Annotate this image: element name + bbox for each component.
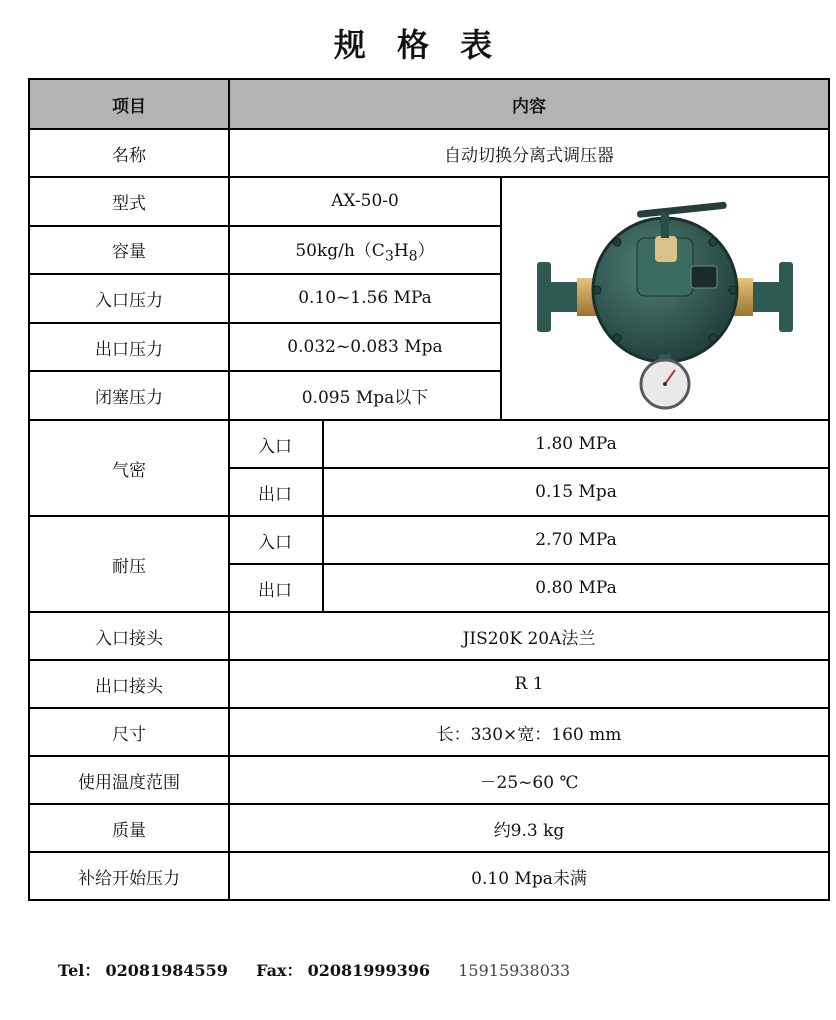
withstand-outlet-value: 0.80 MPa [323, 564, 829, 612]
row-label-size: 尺寸 [29, 708, 229, 756]
tel-label: Tel： [58, 961, 101, 980]
row-value-mass: 约9.3 kg [229, 804, 829, 852]
table-row [29, 804, 829, 852]
row-value-model: AX-50-0 [229, 177, 501, 226]
row-label-temp-range: 使用温度范围 [29, 756, 229, 804]
table-row [29, 852, 829, 900]
table-header-row [29, 79, 829, 129]
left-flange [537, 262, 551, 332]
row-value-outlet-joint: R 1 [229, 660, 829, 708]
airtight-outlet-label: 出口 [229, 468, 323, 516]
row-value-size: 长：330×宽：160 mm [229, 708, 829, 756]
table-row [29, 756, 829, 804]
row-label-model: 型式 [29, 177, 229, 226]
airtight-inlet-value: 1.80 MPa [323, 420, 829, 468]
row-label-inlet-pressure: 入口压力 [29, 274, 229, 323]
row-value-temp-range: －25~60 ℃ [229, 756, 829, 804]
lever-handle [637, 202, 727, 218]
table-row [29, 420, 829, 468]
table-row [29, 660, 829, 708]
row-value-inlet-joint: JIS20K 20A法兰 [229, 612, 829, 660]
row-label-lockup-pressure: 闭塞压力 [29, 371, 229, 420]
table-row [29, 129, 829, 177]
fax-label: Fax： [256, 961, 303, 980]
page-title: 规 格 表 [333, 26, 503, 64]
row-value-outlet-pressure: 0.032~0.083 Mpa [229, 323, 501, 372]
table-row [29, 612, 829, 660]
product-photo-cell [501, 177, 829, 420]
row-value-supply-pressure: 0.10 Mpa未满 [229, 852, 829, 900]
row-label-supply-pressure: 补给开始压力 [29, 852, 229, 900]
table-row [29, 708, 829, 756]
contact-footer [58, 958, 570, 981]
tel-number: 02081984559 [105, 961, 228, 980]
header-item: 项目 [29, 79, 229, 129]
row-label-mass: 质量 [29, 804, 229, 852]
row-label-capacity: 容量 [29, 226, 229, 275]
row-value-inlet-pressure: 0.10~1.56 MPa [229, 274, 501, 323]
fax-number: 02081999396 [307, 961, 431, 980]
spec-table [28, 78, 830, 901]
row-label-outlet-pressure: 出口压力 [29, 323, 229, 372]
row-label-name: 名称 [29, 129, 229, 177]
mobile-number: 15915938033 [458, 961, 571, 980]
withstand-inlet-label: 入口 [229, 516, 323, 564]
row-label-airtight: 气密 [29, 420, 229, 516]
table-row [29, 177, 829, 226]
airtight-outlet-value: 0.15 Mpa [323, 468, 829, 516]
airtight-inlet-label: 入口 [229, 420, 323, 468]
withstand-outlet-label: 出口 [229, 564, 323, 612]
regulator-photo [515, 178, 815, 414]
header-content: 内容 [229, 79, 829, 129]
withstand-inlet-value: 2.70 MPa [323, 516, 829, 564]
table-row [29, 516, 829, 564]
row-label-outlet-joint: 出口接头 [29, 660, 229, 708]
row-value-name: 自动切换分离式调压器 [229, 129, 829, 177]
row-label-inlet-joint: 入口接头 [29, 612, 229, 660]
row-label-withstand: 耐压 [29, 516, 229, 612]
row-value-lockup-pressure: 0.095 Mpa以下 [229, 371, 501, 420]
right-flange [779, 262, 793, 332]
row-value-capacity: $50kg/h(C_3H_8)$ [229, 226, 501, 275]
